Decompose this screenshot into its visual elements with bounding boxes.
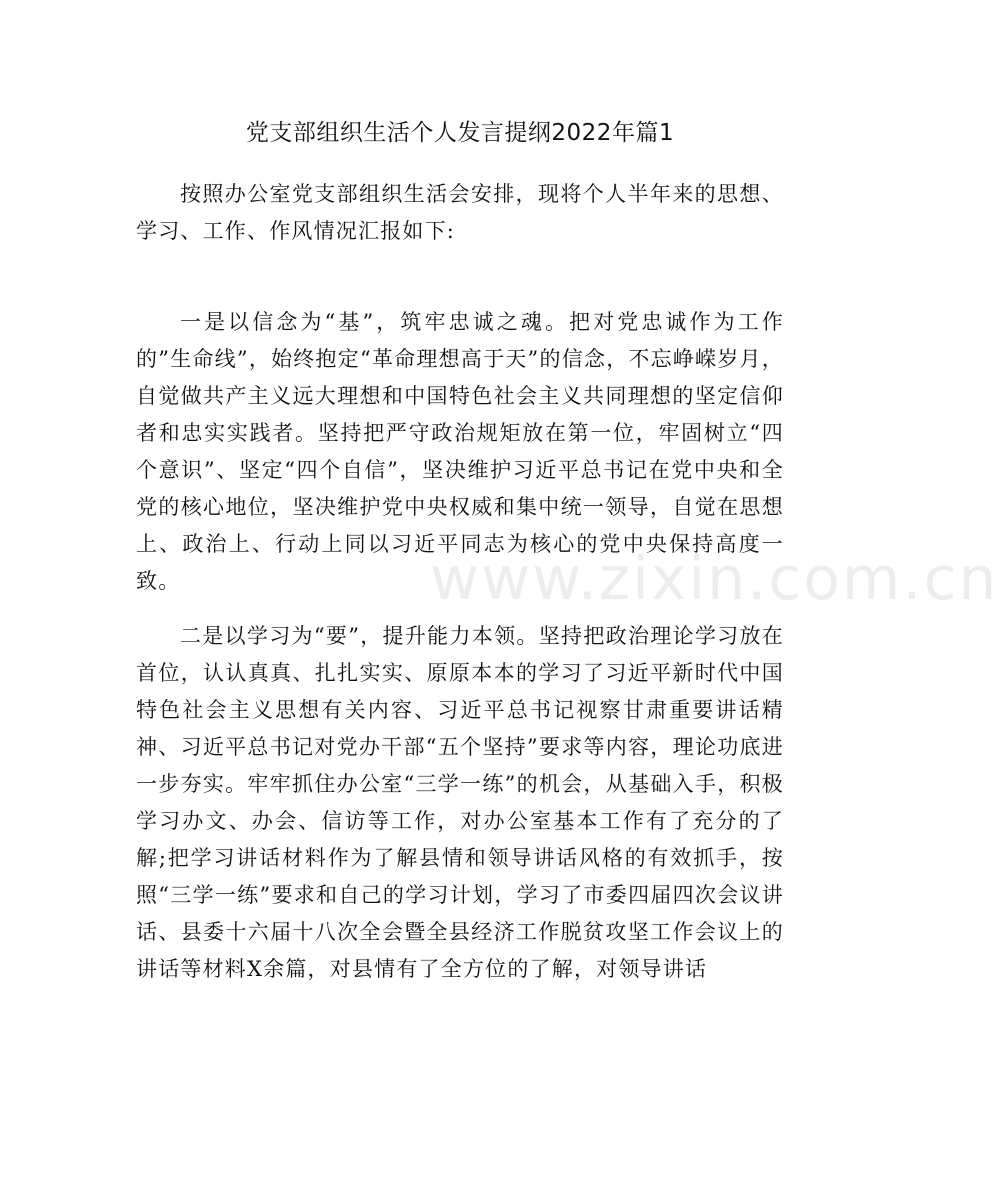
watermark: www.zixin.com.cn (430, 544, 998, 614)
document-title: 党支部组织生活个人发言提纲2022年篇1 (245, 120, 675, 146)
paragraph-study: 二是以学习为“要”，提升能力本领。坚持把政治理论学习放在首位，认认真真、扎扎实实、原原本本的学习了习近平新时代中国特色社会主义思想有关内容、习近平总书记视察甘肃重要讲话精神、习近平总书记对党办干部“五个坚持”要求等内容，理论功底进一步夯实。牢牢抓住办公室“三学一练”的机会，从基础入手，积极学习办文、办会、信访等工作，对办公室基本工作有了充分的了解;把学习讲话材料作为了解县情和领导讲话风格的有效抓手，按照“三学一练”要求和自己的学习计划，学习了市委四届四次会议讲话、县委十六届十八次全会暨全县经济工作脱贫攻坚工作会议上的讲话等材料X余篇，对县情有了全方位的了解，对领导讲话 (136, 624, 784, 981)
paragraph-belief: 一是以信念为“基”，筑牢忠诚之魂。把对党忠诚作为工作的”生命线”，始终抱定“革命理想高于天”的信念，不忘峥嵘岁月，自觉做共产主义远大理想和中国特色社会主义共同理想的坚定信仰者和忠实实践者。坚持把严守政治规矩放在第一位，牢固树立“四个意识”、坚定“四个自信”，坚决维护习近平总书记在党中央和全党的核心地位，坚决维护党中央权威和集中统一领导，自觉在思想上、政治上、行动上同以习近平同志为核心的党中央保持高度一致。 (136, 310, 784, 593)
paragraph-intro: 按照办公室党支部组织生活会安排，现将个人半年来的思想、学习、工作、作风情况汇报如下: (136, 182, 784, 243)
